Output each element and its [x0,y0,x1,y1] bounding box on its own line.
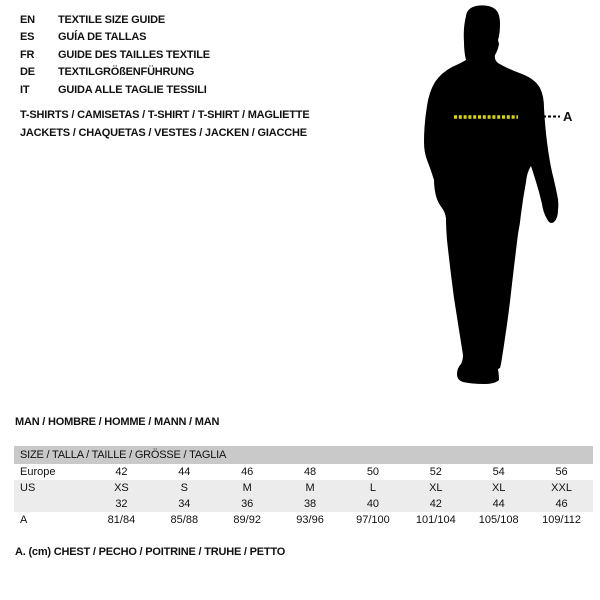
size-cell: S [180,482,188,494]
size-cell: 48 [303,466,317,478]
size-cell: 89/92 [233,514,261,526]
man-silhouette-figure [400,0,600,420]
size-cell: 32 [115,498,128,510]
garment-line-jackets: JACKETS / CHAQUETAS / VESTES / JACKEN / GIACCHE [20,126,307,139]
size-cell: L [369,482,376,494]
size-cell: 42 [115,466,128,478]
size-cell: 44 [492,498,505,510]
language-row [20,64,210,82]
size-cell: 97/100 [356,514,390,526]
size-cell: 44 [178,466,191,478]
language-row [20,46,210,64]
language-title: TEXTILE SIZE GUIDE [58,13,166,26]
measure-label-a: A [563,109,573,124]
row-label: A [20,514,28,526]
size-cell: 101/104 [415,514,456,526]
size-cell: 52 [429,466,442,478]
garment-line-tshirts: T-SHIRTS / CAMISETAS / T-SHIRT / T-SHIRT / MAGLIETTE [20,109,310,121]
size-table [14,446,593,528]
language-code: ES [20,31,35,44]
table-row-us [14,480,593,496]
size-cell: 34 [178,498,191,510]
language-list [20,11,210,99]
table-row-numeric [14,496,593,512]
row-label [14,496,90,512]
size-cell: M [242,482,252,494]
size-cell: 81/84 [107,514,136,526]
size-cell: 40 [366,498,380,510]
language-title: GUÍA DE TALLAS [58,31,147,44]
language-row [20,81,210,99]
size-cell: 105/108 [478,514,519,526]
language-code: EN [20,13,35,26]
size-cell: 93/96 [296,514,324,526]
language-code: IT [20,83,30,96]
size-cell: 56 [555,466,568,478]
section-title-man: MAN / HOMBRE / HOMME / MANN / MAN [15,416,220,428]
language-row [20,29,210,47]
size-table-header: SIZE / TALLA / TAILLE / GRÖSSE / TAGLIA [14,446,593,464]
table-row-chest-a [14,512,593,528]
table-row-europe [14,464,593,480]
size-cell: 38 [303,498,317,510]
language-code: DE [20,66,35,79]
size-cell: 85/88 [170,514,199,526]
language-code: FR [20,48,35,61]
size-cell: 36 [241,498,254,510]
size-cell: 46 [555,498,568,510]
size-cell: 109/112 [542,514,582,526]
size-cell: 42 [429,498,442,510]
language-title: TEXTILGRÖßENFÜHRUNG [58,66,195,79]
size-cell: XXL [551,482,572,494]
size-cell: 54 [492,466,505,478]
language-title: GUIDA ALLE TAGLIE TESSILI [58,83,207,96]
language-title: GUIDE DES TAILLES TEXTILE [58,48,210,61]
language-row [20,11,210,29]
size-cell: XL [429,482,443,494]
size-cell: XL [491,482,506,494]
row-label: US [20,482,36,494]
man-silhouette-shape [424,5,558,384]
measurement-footnote: A. (cm) CHEST / PECHO / POITRINE / TRUHE / PETTO [15,546,286,558]
garment-categories [20,107,309,142]
size-cell: 50 [366,466,380,478]
row-label: Europe [20,466,56,478]
size-cell: M [305,482,315,494]
size-cell: 46 [241,466,254,478]
size-cell: XS [114,482,129,494]
